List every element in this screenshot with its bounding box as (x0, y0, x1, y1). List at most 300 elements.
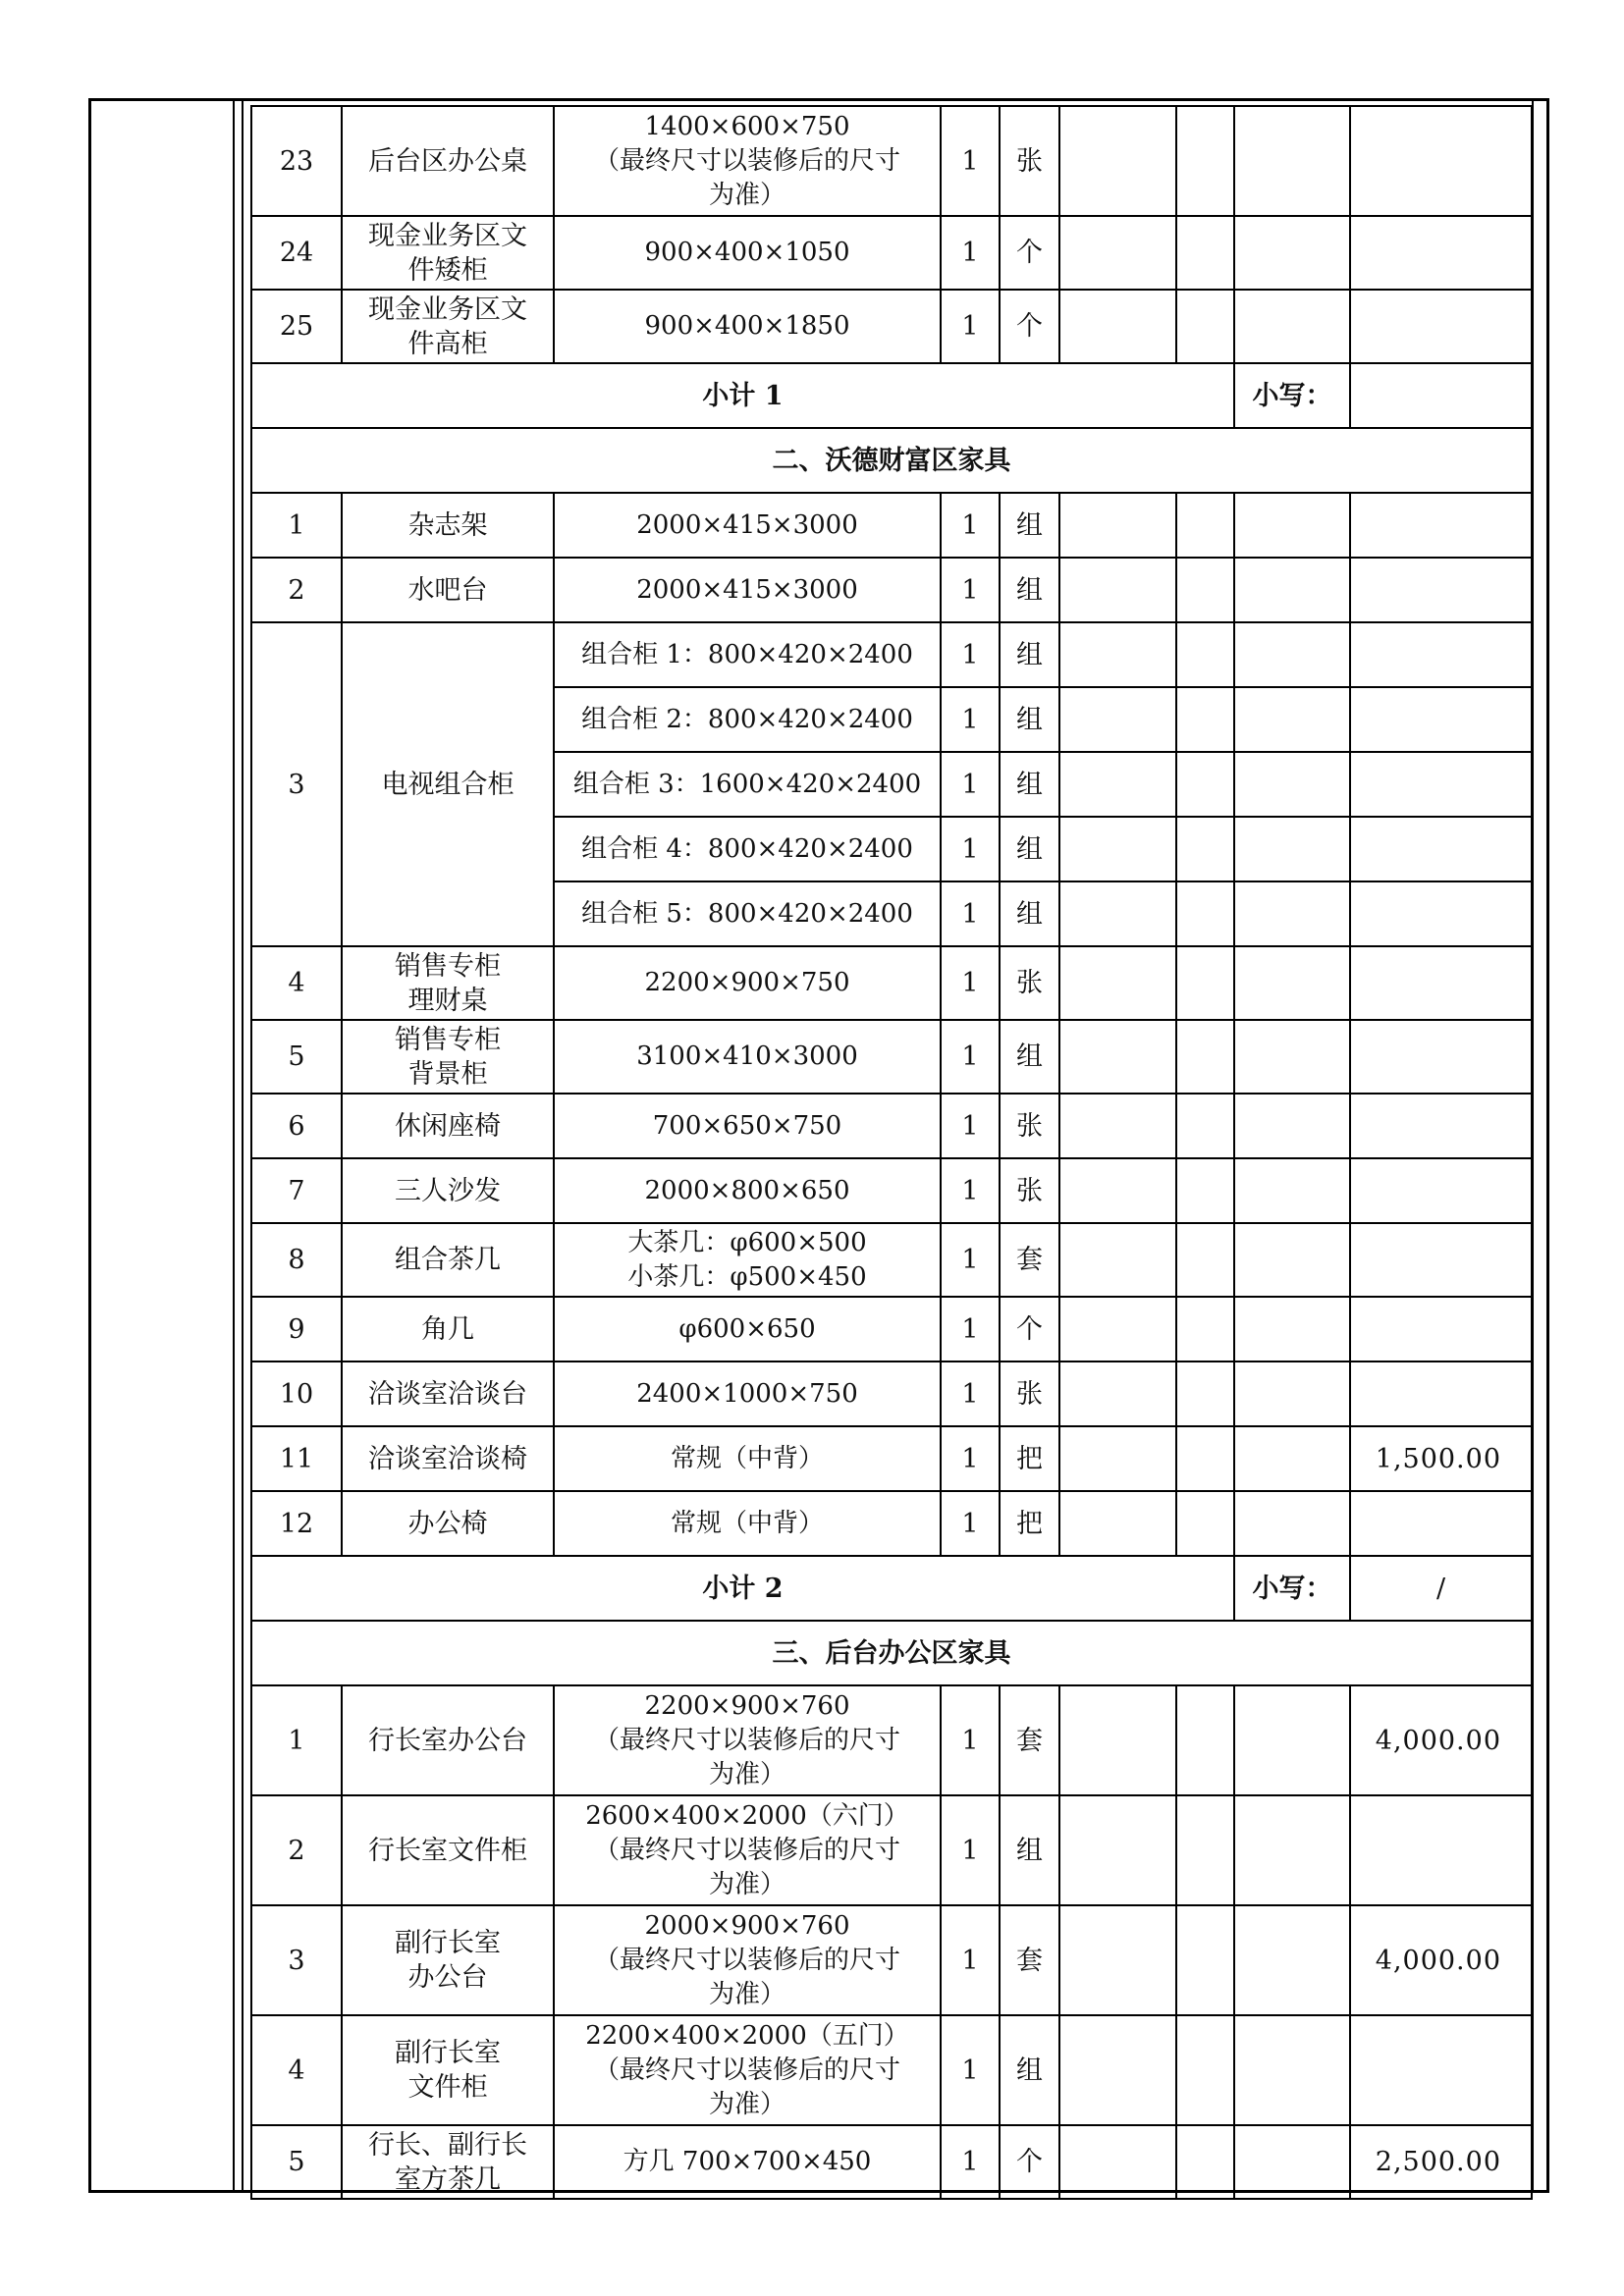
item-quantity: 1 (941, 290, 1000, 363)
item-quantity: 1 (941, 1905, 1000, 2015)
subtotal-label: 小计 1 (251, 363, 1234, 428)
empty-cell (1059, 946, 1176, 1020)
empty-cell (1234, 1297, 1350, 1362)
item-name (342, 2125, 554, 2199)
cell-line: 2000×800×650 (644, 1175, 850, 1205)
item-amount (1350, 1020, 1532, 1094)
table-row (251, 106, 1532, 216)
item-spec (554, 290, 941, 363)
empty-cell (1059, 1426, 1176, 1491)
cell-line: 为准） (708, 2089, 785, 2119)
empty-cell (1176, 2015, 1234, 2125)
item-quantity: 1 (941, 1426, 1000, 1491)
item-quantity: 1 (941, 106, 1000, 216)
item-spec (554, 1094, 941, 1158)
item-number: 3 (251, 622, 342, 946)
empty-cell (1234, 1158, 1350, 1223)
empty-cell (1234, 817, 1350, 881)
empty-cell (1059, 1094, 1176, 1158)
item-unit: 张 (1000, 1094, 1059, 1158)
item-number: 4 (251, 2015, 342, 2125)
item-amount (1350, 493, 1532, 558)
cell-line: 为准） (708, 180, 785, 210)
cell-line: 背景柜 (407, 1058, 488, 1090)
item-number: 6 (251, 1094, 342, 1158)
item-spec (554, 1491, 941, 1556)
empty-cell (1176, 622, 1234, 687)
cell-line: 方几 700×700×450 (623, 2147, 872, 2176)
empty-cell (1059, 1223, 1176, 1297)
section-title-row (251, 428, 1532, 493)
empty-cell (1059, 1795, 1176, 1905)
empty-cell (1176, 1795, 1234, 1905)
item-quantity: 1 (941, 946, 1000, 1020)
empty-cell (1176, 493, 1234, 558)
table-row (251, 1094, 1532, 1158)
table-row (251, 493, 1532, 558)
item-spec (554, 1685, 941, 1795)
item-amount (1350, 290, 1532, 363)
item-spec (554, 1905, 941, 2015)
item-number: 2 (251, 1795, 342, 1905)
cell-line: 700×650×750 (652, 1110, 842, 1141)
item-name (342, 1905, 554, 2015)
empty-cell (1059, 493, 1176, 558)
cell-line: 办公椅 (407, 1508, 488, 1539)
item-spec (554, 1297, 941, 1362)
item-quantity: 1 (941, 1094, 1000, 1158)
empty-cell (1059, 2125, 1176, 2199)
cell-line: 900×400×1850 (644, 311, 850, 341)
item-number: 24 (251, 216, 342, 290)
cell-line: （最终尺寸以装修后的尺寸 (593, 2055, 900, 2085)
item-number: 10 (251, 1362, 342, 1426)
empty-cell (1176, 558, 1234, 622)
item-name (342, 558, 554, 622)
subtotal-small-label: 小写： (1234, 1556, 1350, 1621)
furniture-table (250, 105, 1533, 2200)
cell-line: 销售专柜 (395, 950, 501, 982)
empty-cell (1234, 946, 1350, 1020)
cell-line: 销售专柜 (395, 1024, 501, 1055)
cell-line: 为准） (708, 1869, 785, 1899)
empty-cell (1059, 2015, 1176, 2125)
empty-cell (1234, 881, 1350, 946)
empty-cell (1234, 1426, 1350, 1491)
table-row (251, 558, 1532, 622)
item-name (342, 1094, 554, 1158)
item-unit: 组 (1000, 817, 1059, 881)
item-spec: 组合柜 5：800×420×2400 (554, 881, 941, 946)
item-name (342, 1426, 554, 1491)
empty-cell (1176, 290, 1234, 363)
item-amount (1350, 1362, 1532, 1426)
empty-cell (1059, 106, 1176, 216)
empty-cell (1350, 881, 1532, 946)
table-row (251, 1426, 1532, 1491)
cell-line: 组合茶几 (395, 1245, 501, 1275)
empty-cell (1234, 290, 1350, 363)
item-name (342, 1020, 554, 1094)
section-title: 三、后台办公区家具 (251, 1621, 1532, 1685)
item-amount (1350, 1297, 1532, 1362)
empty-cell (1176, 2125, 1234, 2199)
empty-cell (1234, 2125, 1350, 2199)
item-amount: 4,000.00 (1350, 1905, 1532, 2015)
item-unit: 张 (1000, 106, 1059, 216)
cell-line: 副行长室 (395, 2038, 501, 2068)
empty-cell (1234, 1362, 1350, 1426)
table-row (251, 1020, 1532, 1094)
cell-line: 2200×900×760 (644, 1690, 850, 1721)
empty-cell (1350, 752, 1532, 817)
item-spec (554, 1362, 941, 1426)
item-amount: 2,500.00 (1350, 2125, 1532, 2199)
item-quantity: 1 (941, 687, 1000, 752)
cell-line: 水吧台 (407, 574, 488, 606)
empty-cell (1350, 687, 1532, 752)
subtotal-value (1350, 363, 1532, 428)
item-quantity: 1 (941, 1491, 1000, 1556)
item-unit: 个 (1000, 1297, 1059, 1362)
table-row (251, 1223, 1532, 1297)
cell-line: 常规（中背） (670, 1443, 824, 1473)
item-quantity: 1 (941, 216, 1000, 290)
item-unit: 组 (1000, 1795, 1059, 1905)
cell-line: 2200×400×2000（五门） (585, 2020, 909, 2051)
item-unit: 个 (1000, 216, 1059, 290)
item-unit: 组 (1000, 752, 1059, 817)
item-amount (1350, 1795, 1532, 1905)
empty-cell (1234, 2015, 1350, 2125)
empty-cell (1176, 1905, 1234, 2015)
empty-cell (1176, 1426, 1234, 1491)
item-spec: 组合柜 3：1600×420×2400 (554, 752, 941, 817)
subtotal-row (251, 1556, 1532, 1621)
cell-line: 办公台 (407, 1962, 488, 1993)
empty-cell (1176, 1158, 1234, 1223)
cell-line: 文件柜 (407, 2072, 488, 2103)
empty-cell (1234, 1905, 1350, 2015)
item-spec (554, 2125, 941, 2199)
table-row (251, 2015, 1532, 2125)
table-row (251, 1158, 1532, 1223)
empty-cell (1234, 1094, 1350, 1158)
table-row (251, 1905, 1532, 2015)
cell-line: （最终尺寸以装修后的尺寸 (593, 1725, 900, 1755)
table-row (251, 1297, 1532, 1362)
empty-cell (1234, 687, 1350, 752)
item-amount (1350, 1491, 1532, 1556)
item-name (342, 2015, 554, 2125)
item-name (342, 1297, 554, 1362)
item-quantity: 1 (941, 752, 1000, 817)
item-unit: 把 (1000, 1426, 1059, 1491)
empty-cell (1059, 1362, 1176, 1426)
item-unit: 组 (1000, 1020, 1059, 1094)
right-margin-column (1532, 101, 1546, 2190)
item-name (342, 1362, 554, 1426)
item-name (342, 216, 554, 290)
item-spec (554, 106, 941, 216)
empty-cell (1059, 1491, 1176, 1556)
item-number: 1 (251, 493, 342, 558)
empty-cell (1059, 687, 1176, 752)
item-spec: 组合柜 2：800×420×2400 (554, 687, 941, 752)
item-unit: 组 (1000, 493, 1059, 558)
item-unit: 套 (1000, 1223, 1059, 1297)
empty-cell (1059, 1905, 1176, 2015)
left-margin-divider (242, 101, 244, 2190)
item-spec (554, 1158, 941, 1223)
item-name (342, 1223, 554, 1297)
empty-cell (1059, 622, 1176, 687)
item-name: 电视组合柜 (342, 622, 554, 946)
item-spec (554, 1020, 941, 1094)
cell-line: 三人沙发 (395, 1175, 501, 1206)
cell-line: 2000×415×3000 (636, 509, 858, 540)
item-amount (1350, 216, 1532, 290)
left-margin-column (91, 101, 235, 2190)
item-spec: 组合柜 4：800×420×2400 (554, 817, 941, 881)
item-spec (554, 2015, 941, 2125)
item-amount (1350, 2015, 1532, 2125)
cell-line: 休闲座椅 (395, 1110, 501, 1142)
item-quantity: 1 (941, 2015, 1000, 2125)
empty-cell (1234, 1020, 1350, 1094)
item-quantity: 1 (941, 817, 1000, 881)
subtotal-row (251, 363, 1532, 428)
item-unit: 组 (1000, 558, 1059, 622)
item-unit: 组 (1000, 687, 1059, 752)
item-number: 7 (251, 1158, 342, 1223)
item-amount (1350, 1158, 1532, 1223)
item-number: 9 (251, 1297, 342, 1362)
item-quantity: 1 (941, 558, 1000, 622)
item-quantity: 1 (941, 1020, 1000, 1094)
cell-line: （最终尺寸以装修后的尺寸 (593, 1945, 900, 1975)
item-amount (1350, 106, 1532, 216)
item-number: 3 (251, 1905, 342, 2015)
item-quantity: 1 (941, 1362, 1000, 1426)
table-row (251, 622, 1532, 687)
empty-cell (1350, 622, 1532, 687)
item-number: 25 (251, 290, 342, 363)
item-spec (554, 946, 941, 1020)
cell-line: 2400×1000×750 (636, 1378, 858, 1409)
subtotal-small-label: 小写： (1234, 363, 1350, 428)
cell-line: 3100×410×3000 (636, 1041, 858, 1071)
cell-line: 2000×900×760 (644, 1910, 850, 1941)
cell-line: 副行长室 (395, 1928, 501, 1958)
empty-cell (1234, 1685, 1350, 1795)
cell-line: （最终尺寸以装修后的尺寸 (593, 1835, 900, 1865)
cell-line: 现金业务区文 (368, 220, 527, 251)
empty-cell (1234, 1491, 1350, 1556)
item-name (342, 290, 554, 363)
item-unit: 组 (1000, 622, 1059, 687)
empty-cell (1176, 1094, 1234, 1158)
cell-line: 件矮柜 (407, 254, 488, 286)
item-spec (554, 558, 941, 622)
subtotal-label: 小计 2 (251, 1556, 1234, 1621)
empty-cell (1176, 752, 1234, 817)
item-unit: 组 (1000, 2015, 1059, 2125)
subtotal-value: / (1350, 1556, 1532, 1621)
item-quantity: 1 (941, 1223, 1000, 1297)
cell-line: 为准） (708, 1759, 785, 1789)
item-spec (554, 1426, 941, 1491)
item-quantity: 1 (941, 493, 1000, 558)
item-amount (1350, 1094, 1532, 1158)
item-quantity: 1 (941, 2125, 1000, 2199)
item-name (342, 1491, 554, 1556)
empty-cell (1059, 1158, 1176, 1223)
item-unit: 组 (1000, 881, 1059, 946)
empty-cell (1176, 946, 1234, 1020)
cell-line: 小茶几：φ500×450 (627, 1261, 867, 1292)
empty-cell (1176, 687, 1234, 752)
empty-cell (1234, 493, 1350, 558)
empty-cell (1059, 1297, 1176, 1362)
item-number: 12 (251, 1491, 342, 1556)
table-row (251, 290, 1532, 363)
cell-line: 室方茶几 (395, 2163, 501, 2195)
table-row (251, 216, 1532, 290)
empty-cell (1234, 752, 1350, 817)
item-name (342, 1795, 554, 1905)
item-number: 5 (251, 2125, 342, 2199)
empty-cell (1234, 1223, 1350, 1297)
item-quantity: 1 (941, 1795, 1000, 1905)
empty-cell (1176, 1685, 1234, 1795)
item-unit: 套 (1000, 1905, 1059, 2015)
item-quantity: 1 (941, 622, 1000, 687)
cell-line: 1400×600×750 (644, 111, 850, 141)
cell-line: 洽谈室洽谈台 (368, 1378, 527, 1410)
cell-line: 角几 (421, 1313, 474, 1345)
item-unit: 张 (1000, 1362, 1059, 1426)
empty-cell (1059, 1020, 1176, 1094)
item-quantity: 1 (941, 881, 1000, 946)
empty-cell (1176, 1491, 1234, 1556)
cell-line: 行长室办公台 (368, 1725, 527, 1756)
empty-cell (1059, 558, 1176, 622)
empty-cell (1059, 817, 1176, 881)
cell-line: 2600×400×2000（六门） (585, 1800, 909, 1831)
item-quantity: 1 (941, 1158, 1000, 1223)
item-spec (554, 1223, 941, 1297)
cell-line: 行长、副行长 (368, 2129, 527, 2161)
table-row (251, 1795, 1532, 1905)
empty-cell (1059, 216, 1176, 290)
table-row (251, 2125, 1532, 2199)
empty-cell (1234, 216, 1350, 290)
item-number: 8 (251, 1223, 342, 1297)
item-unit: 个 (1000, 290, 1059, 363)
cell-line: 理财桌 (407, 985, 488, 1016)
table-row (251, 946, 1532, 1020)
empty-cell (1176, 817, 1234, 881)
item-unit: 张 (1000, 946, 1059, 1020)
item-number: 5 (251, 1020, 342, 1094)
item-number: 1 (251, 1685, 342, 1795)
item-amount (1350, 1223, 1532, 1297)
item-amount (1350, 558, 1532, 622)
item-name (342, 1158, 554, 1223)
item-unit: 个 (1000, 2125, 1059, 2199)
empty-cell (1350, 817, 1532, 881)
empty-cell (1176, 1297, 1234, 1362)
section-title-row (251, 1621, 1532, 1685)
cell-line: 现金业务区文 (368, 294, 527, 325)
item-name (342, 1685, 554, 1795)
item-number: 11 (251, 1426, 342, 1491)
item-name (342, 946, 554, 1020)
empty-cell (1176, 216, 1234, 290)
empty-cell (1234, 106, 1350, 216)
item-spec (554, 1795, 941, 1905)
empty-cell (1234, 622, 1350, 687)
empty-cell (1059, 290, 1176, 363)
cell-line: 后台区办公桌 (368, 145, 527, 177)
cell-line: 杂志架 (407, 509, 488, 541)
empty-cell (1176, 1020, 1234, 1094)
item-quantity: 1 (941, 1297, 1000, 1362)
item-unit: 套 (1000, 1685, 1059, 1795)
item-spec (554, 493, 941, 558)
empty-cell (1176, 1223, 1234, 1297)
cell-line: 为准） (708, 1979, 785, 2009)
empty-cell (1059, 881, 1176, 946)
item-unit: 把 (1000, 1491, 1059, 1556)
table-row (251, 1685, 1532, 1795)
cell-line: （最终尺寸以装修后的尺寸 (593, 145, 900, 176)
empty-cell (1059, 1685, 1176, 1795)
cell-line: 件高柜 (407, 328, 488, 359)
cell-line: 2200×900×750 (644, 968, 850, 997)
empty-cell (1059, 752, 1176, 817)
item-number: 4 (251, 946, 342, 1020)
item-quantity: 1 (941, 1685, 1000, 1795)
cell-line: 洽谈室洽谈椅 (368, 1443, 527, 1474)
item-amount: 1,500.00 (1350, 1426, 1532, 1491)
empty-cell (1234, 558, 1350, 622)
item-name (342, 493, 554, 558)
item-unit: 张 (1000, 1158, 1059, 1223)
cell-line: 行长室文件柜 (368, 1835, 527, 1866)
item-amount (1350, 946, 1532, 1020)
section-title: 二、沃德财富区家具 (251, 428, 1532, 493)
empty-cell (1176, 106, 1234, 216)
item-number: 23 (251, 106, 342, 216)
empty-cell (1176, 1362, 1234, 1426)
cell-line: 大茶几：φ600×500 (627, 1227, 867, 1257)
table-row (251, 1362, 1532, 1426)
empty-cell (1176, 881, 1234, 946)
item-number: 2 (251, 558, 342, 622)
item-amount: 4,000.00 (1350, 1685, 1532, 1795)
cell-line: 2000×415×3000 (636, 574, 858, 605)
cell-line: 常规（中背） (670, 1508, 824, 1538)
table-row (251, 1491, 1532, 1556)
page-frame (88, 98, 1549, 2193)
item-spec: 组合柜 1：800×420×2400 (554, 622, 941, 687)
cell-line: φ600×650 (678, 1313, 816, 1344)
item-spec (554, 216, 941, 290)
item-name (342, 106, 554, 216)
empty-cell (1234, 1795, 1350, 1905)
